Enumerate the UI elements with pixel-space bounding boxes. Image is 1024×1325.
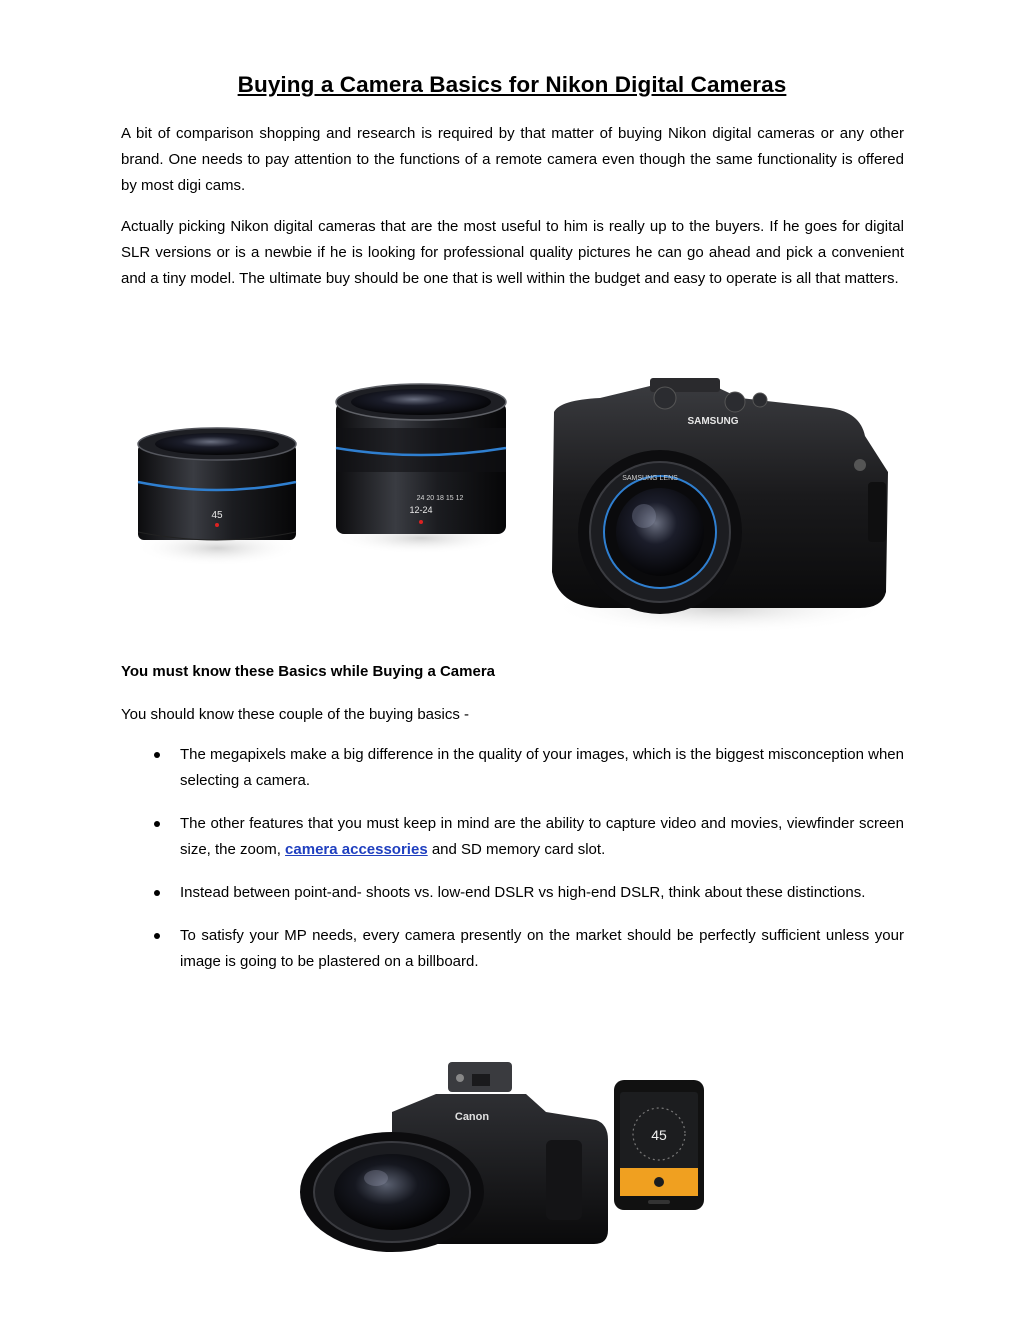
phone-reading: 45 [651, 1127, 667, 1143]
lens-brand: SAMSUNG LENS [622, 475, 678, 482]
paragraph-intro: A bit of comparison shopping and research is required by that matter of buying Nikon digital cameras or any other brand. One needs to pay attention to the functions of a remote camera even though the same functionality is offered by most digi cams. [121, 125, 904, 194]
section-intro: You should know these couple of the buying basics - [121, 706, 470, 723]
phone-icon [614, 1080, 704, 1210]
page-title: Buying a Camera Basics for Nikon Digital Cameras [237, 72, 787, 97]
bullet-icon [154, 752, 160, 758]
list-item-text: The megapixels make a big difference in the quality of your images, which is the biggest misconception when selecting a camera. [180, 746, 904, 789]
dslr-and-phone-image [296, 1060, 736, 1255]
lens2-label: 12-24 [409, 505, 433, 515]
mirrorless-camera-icon [550, 378, 890, 634]
lenses-and-camera-image [130, 372, 906, 640]
list-item [121, 880, 904, 906]
bullet-icon [154, 821, 160, 827]
bullet-icon [154, 933, 160, 939]
list-item-text: To satisfy your MP needs, every camera presently on the market should be perfectly sufficient unless your image is going to be plastered on a billboard. [180, 927, 904, 970]
prime-lens-icon [135, 428, 299, 566]
list-item [121, 811, 904, 863]
list-item-text: The other features that you must keep in mind are the ability to capture video and movies, viewfinder screen size, the zoom, [180, 815, 904, 858]
lens2-scale: 24 20 18 15 12 [416, 495, 464, 502]
camera-brand: SAMSUNG [687, 416, 739, 427]
lens1-label: 45 [211, 510, 223, 521]
dslr-camera-icon [300, 1062, 608, 1252]
basics-list [121, 742, 904, 992]
list-item-text-tail: and SD memory card slot. [427, 841, 606, 858]
paragraph-choosing: Actually picking Nikon digital cameras that are the most useful to him is really up to the buyers. If he goes for digital SLR versions or is a newbie if he is looking for professional quality pictures he can go ahead and pick a convenient and a tiny model. The ultimate buy should be one that is well within the budget and easy to operate is all that matters. [121, 218, 904, 287]
list-item [121, 742, 904, 794]
dslr-brand: Canon [454, 1111, 490, 1123]
zoom-lens-icon [333, 384, 509, 554]
list-item-text: Instead between point-and- shoots vs. low-end DSLR vs high-end DSLR, think about these distinctions. [180, 884, 866, 901]
bullet-icon [154, 890, 160, 896]
list-item [121, 923, 904, 975]
camera-accessories-link[interactable]: camera accessories [285, 841, 428, 858]
section-heading: You must know these Basics while Buying a Camera [121, 663, 495, 680]
